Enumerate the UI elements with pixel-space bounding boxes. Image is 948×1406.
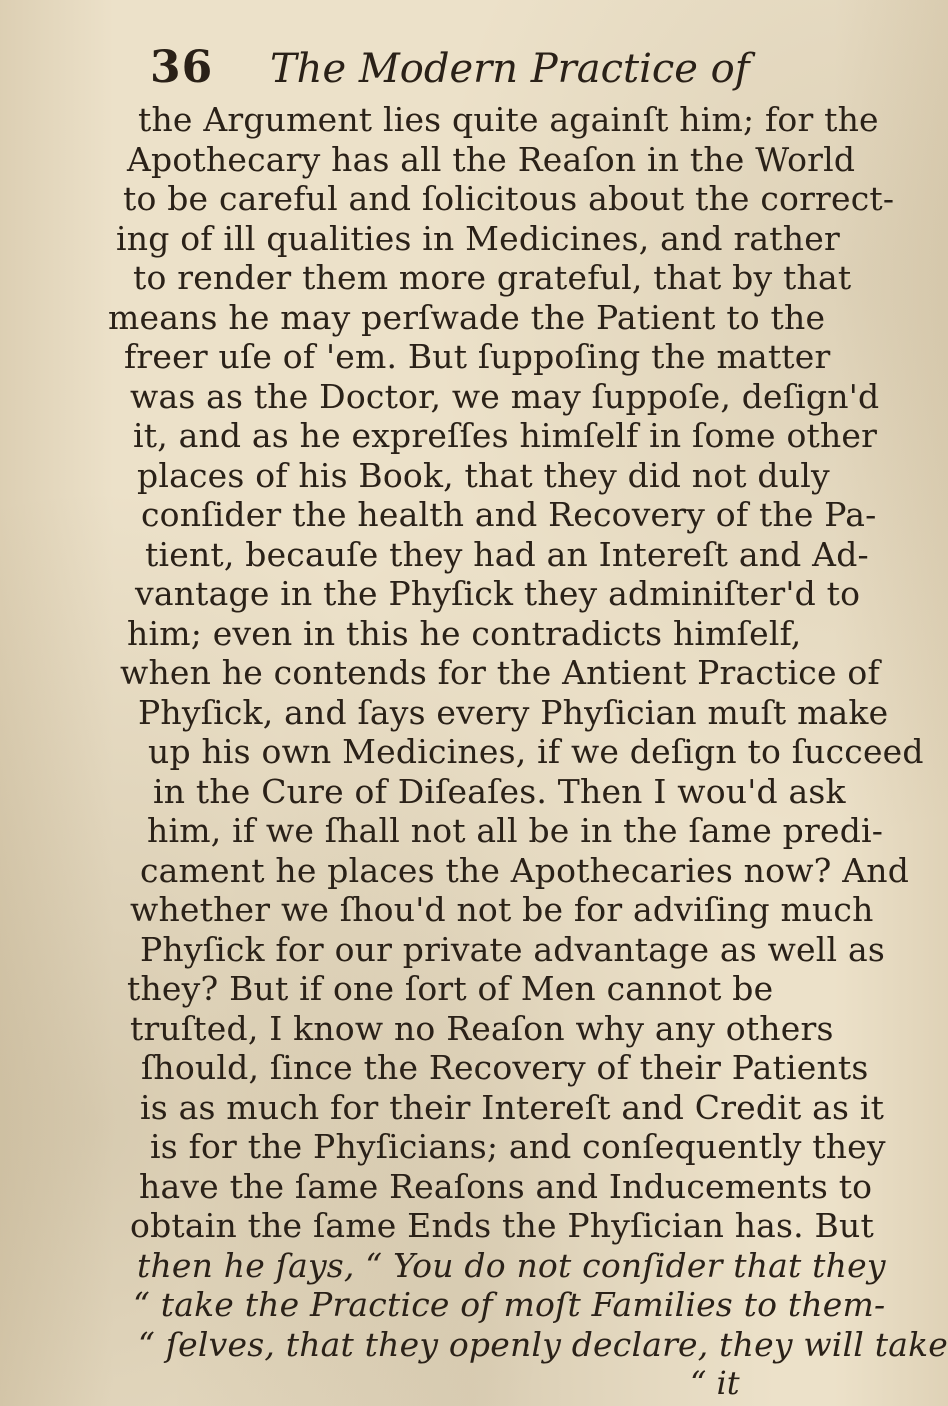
text-line: Apothecary has all the Reaſon in the World bbox=[127, 139, 856, 179]
text-line: to render them more grateful, that by that bbox=[133, 258, 852, 297]
text-line: it, and as he expreſſes himſelf in ſome other bbox=[133, 416, 878, 455]
text-line: “ take the Practice of moſt Families to them- bbox=[133, 1285, 886, 1324]
text-line: when he contends for the Antient Practice of bbox=[120, 653, 880, 692]
text-line: ſhould, ſince the Recovery of their Patients bbox=[141, 1048, 869, 1087]
text-line: is as much for their Intereſt and Credit as it bbox=[140, 1087, 885, 1127]
text-line: in the Cure of Diſeaſes. Then I wou'd ask bbox=[153, 771, 846, 811]
running-head: The Modern Practice of bbox=[270, 46, 750, 92]
text-line: is for the Phyſicians; and conſequently they bbox=[150, 1127, 886, 1166]
text-line: him, if we ſhall not all be in the ſame predi- bbox=[147, 811, 884, 850]
text-line: obtain the ſame Ends the Phyſician has. But bbox=[130, 1206, 874, 1245]
catchword: “ it bbox=[690, 1364, 740, 1402]
text-line: him; even in this he contradicts himſelf, bbox=[127, 613, 802, 653]
text-line: means he may perſwade the Patient to the bbox=[108, 297, 826, 337]
text-line: ing of ill qualities in Medicines, and rather bbox=[116, 218, 840, 258]
text-line: the Argument lies quite againſt him; for the bbox=[138, 100, 879, 139]
text-line: cament he places the Apothecaries now? And bbox=[140, 850, 910, 890]
text-line: tient, becauſe they had an Intereſt and Ad- bbox=[145, 534, 869, 574]
text-line: vantage in the Phyſick they adminiſter'd to bbox=[135, 574, 861, 613]
text-line: places of his Book, that they did not duly bbox=[137, 455, 830, 495]
text-line: Phyſick, and ſays every Phyſician muſt make bbox=[138, 692, 889, 732]
text-line: freer uſe of 'em. But ſuppoſing the matter bbox=[124, 337, 831, 376]
text-line: Phyſick for our private advantage as well as bbox=[140, 929, 885, 969]
text-line: then he ſays, “ You do not conſider that they bbox=[137, 1245, 886, 1285]
text-line: up his own Medicines, if we deſign to ſucceed bbox=[148, 732, 924, 771]
text-line: have the ſame Reaſons and Inducements to bbox=[139, 1166, 873, 1206]
text-line: conſider the health and Recovery of the Pa- bbox=[141, 495, 877, 534]
text-line: truſted, I know no Reaſon why any others bbox=[130, 1008, 834, 1048]
text-line: they? But if one ſort of Men cannot be bbox=[127, 969, 774, 1008]
text-line: was as the Doctor, we may ſuppoſe, deſign'd bbox=[130, 376, 880, 416]
text-line: to be careful and ſolicitous about the correct- bbox=[123, 179, 895, 218]
page-number: 36 bbox=[150, 42, 214, 93]
text-line: whether we ſhou'd not be for adviſing much bbox=[130, 890, 874, 929]
text-line: “ ſelves, that they openly declare, they will take bbox=[138, 1324, 948, 1364]
